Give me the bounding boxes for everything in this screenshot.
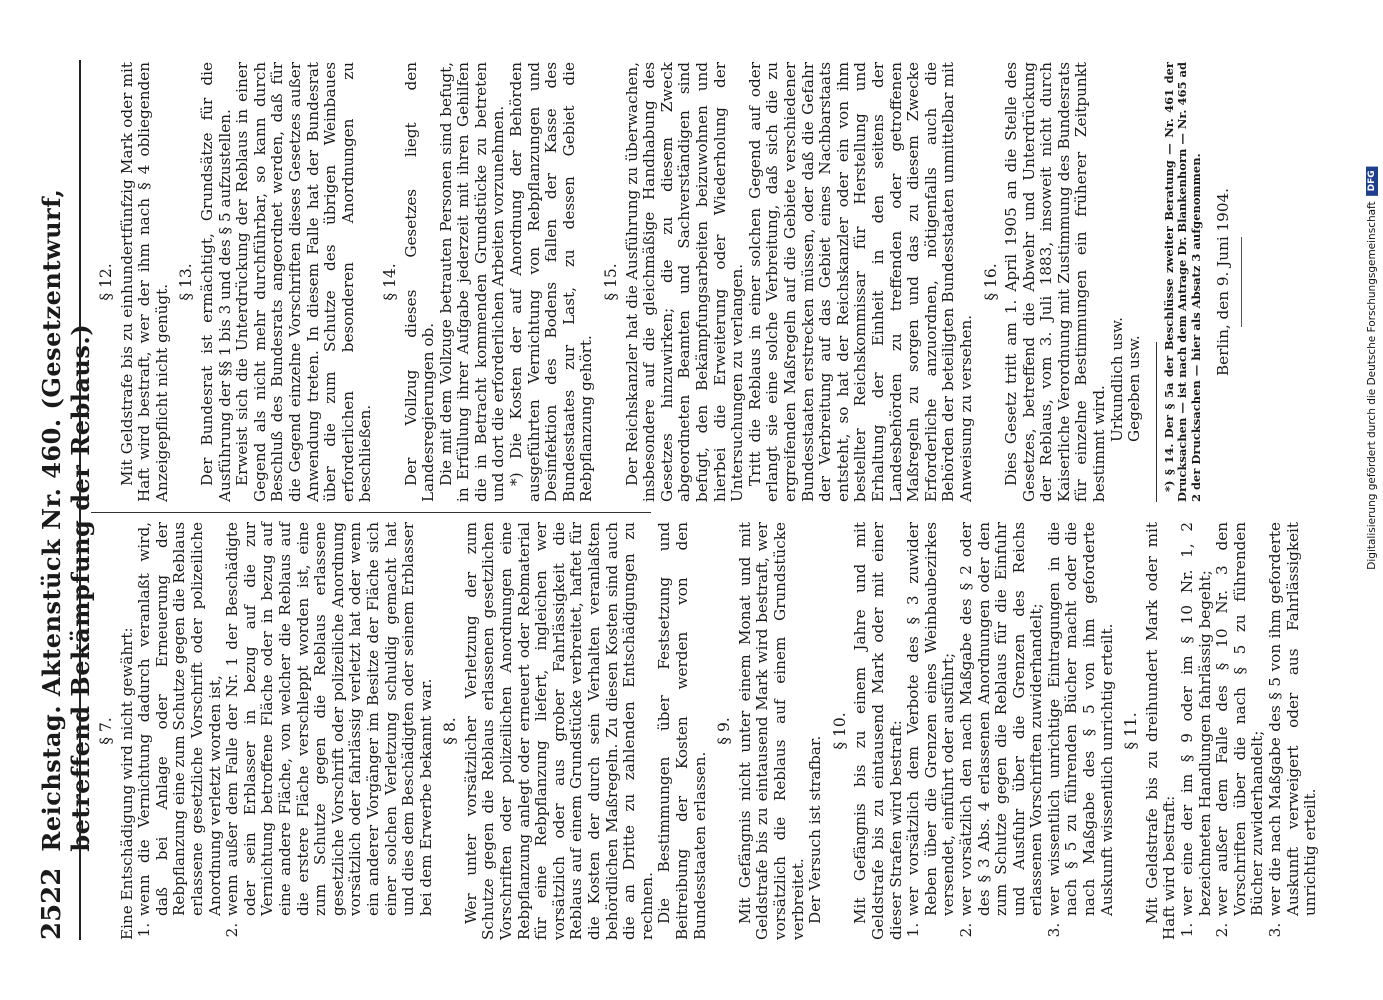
paragraph: Der Reichskanzler hat die Ausführung zu überwachen, insbesondere auf die gleichmäßige Handhabung des Gesetzes hinzuwirken; die zu diesem Zweck abgeordneten Beamten und Sachverständigen sind befugt, den Bekämpfungsarbeiten beizuwohnen und hierbei die Erweiterung oder Wiederholung der Untersuchungen zu verlangen. <box>622 62 747 502</box>
closing-line: Gegeben usw. <box>1125 335 1144 442</box>
right-column <box>91 62 1351 502</box>
section-heading: § 8. <box>441 717 460 745</box>
paragraph: Wer unter vorsätzlicher Verletzung der zum Schutze gegen die Reblaus erlassenen gesetzlichen Vorschriften oder polizeilichen Anordnungen eine Rebpflanzung anlegt oder erneuert oder Rebmaterial für eine Rebpflanzung liefert, ingleichen wer vorsätzlich oder aus grober Fahrlässigkeit die Reblaus auf einem Grundstücke verbreitet, haftet für die Kosten der durch sein Verhalten veranlaßten behördlichen Maßregeln. Zu diesen Kosten sind auch die an Dritte zu zahlenden Entschädigungen zu rechnen. <box>461 522 656 940</box>
paragraph: Mit Gefängnis nicht unter einem Monat und mit Geldstrafe bis zu eintausend Mark wird bestraft, wer vorsätzlich die Reblaus auf einem Grundstücke verbreitet. <box>735 522 807 940</box>
paragraph: *) Die Kosten der auf Anordnung der Behörden ausgeführten Vernichtung von Rebpflanzungen und Desinfektion des Bodens fallen der Kasse des Bundesstaates zur Last, zu dessen Gebiet die Rebpflanzung gehört. <box>507 62 596 502</box>
section-heading: § 12. <box>97 263 115 301</box>
footnote: *) § 14. Der § 5a der Beschlüsse zweiter Beratung — Nr. 461 der Drucksachen — ist nach dem Antrage Dr. Blankenhorn — Nr. 465 ad 2 der Drucksachen — hier als Absatz 3 aufgenommen. <box>1161 62 1203 502</box>
paragraph: Der Versuch ist strafbar. <box>806 735 825 924</box>
section-heading: § 10. <box>830 712 849 750</box>
section-heading: § 15. <box>602 263 621 301</box>
list-item: 2. wer vorsätzlich den nach Maßgabe des § 2 oder des § 3 Abs. 4 erlassenen Anordnungen oder den zum Schutze gegen die Reblaus für die Einfuhr und Ausfuhr über die Grenzen des Reichs erlassenen Vorschriften zuwiderhandelt; <box>958 522 1046 918</box>
page-number: 2522 <box>37 867 67 940</box>
closing-line: Urkundlich usw. <box>1107 317 1126 442</box>
paragraph: Mit Geldstrafe bis zu einhundertfünfzig Mark oder mit Haft wird bestraft, wer der ihm nach § 4 obliegenden Anzeigepflicht nicht genügt. <box>117 62 171 502</box>
section-heading: § 13. <box>177 263 196 301</box>
list-item: 1. wenn die Vernichtung dadurch veranlaßt wird, daß bei Anlage oder Erneuerung der Rebpflanzung eine zum Schutze gegen die Reblaus erlassene gesetzliche Vorschrift oder polizeiliche Anordnung verletzt worden ist, <box>136 522 224 918</box>
list-item: 2. wenn außer dem Falle der Nr. 1 der Beschädigte oder sein Erblasser in bezug auf die zur Vernichtung betroffene Fläche oder in bezug auf eine andere Fläche, von welcher die Reblaus auf die erstere Fläche verschleppt worden ist, eine zum Schutze gegen die Reblaus erlassene gesetzliche Vorschrift oder polizeiliche Anordnung vorsätzlich oder fahrlässig verletzt hat oder wenn ein anderer Vorgänger im Besitze der Fläche sich einer solchen Verletzung schuldig gemacht hat und dies dem Beschädigten oder seinem Erblasser bei dem Erwerbe bekannt war. <box>224 522 435 918</box>
paragraph: Die mit dem Vollzuge betrauten Personen sind befugt, in Erfüllung ihrer Aufgabe jederzeit mit ihren Gehilfen die in Betracht kommenden Grundstücke zu betreten und dort die erforderlichen Arbeiten vorzunehmen. <box>436 62 508 502</box>
section-list <box>905 522 1116 940</box>
running-title: Reichstag. Aktenstück Nr. 460. (Gesetzentwurf, betreffend Bekämpfung der Reblaus.) <box>37 188 95 852</box>
signoff-rule <box>1241 237 1242 327</box>
credit-text: Digitalisierung gefördert durch die Deutsche Forschungsgemeinschaft <box>1366 201 1378 570</box>
section-heading: § 16. <box>981 263 1000 301</box>
column-divider <box>91 512 651 513</box>
section-heading: § 14. <box>380 263 399 301</box>
digitization-credit <box>1364 8 1380 728</box>
section-heading: § 9. <box>715 717 734 745</box>
section-intro: Mit Gefängnis bis zu einem Jahre und mit Geldstrafe bis zu eintausend Mark oder mit einer dieser Strafen wird bestraft: <box>851 522 905 940</box>
header-rule <box>79 60 81 940</box>
dfg-logo: DFG <box>1366 166 1378 195</box>
page-header <box>37 60 95 940</box>
footnote-rule <box>1156 342 1157 502</box>
list-item: 1. wer eine der im § 9 oder im § 10 Nr. 1, 2 bezeichneten Handlungen fahrlässig begeht; <box>1179 522 1214 918</box>
paragraph: Dies Gesetz tritt am 1. April 1905 an die Stelle des Gesetzes, betreffend die Abwehr und Unterdrückung der Reblaus, vom 3. Juli 1883, insoweit nicht durch Kaiserliche Verordnung mit Zustimmung des Bundesrats für einzelne Bestimmungen ein früherer Zeitpunkt bestimmt wird. <box>1002 62 1109 502</box>
section-list <box>136 522 435 940</box>
paragraph: Die Bestimmungen über Festsetzung und Beitreibung der Kosten werden von den Bundesstaaten erlassen. <box>655 522 709 940</box>
section-list <box>1179 522 1320 940</box>
paragraph: Der Vollzug dieses Gesetzes liegt den Landesregierungen ob. <box>401 62 438 502</box>
left-column <box>91 522 1351 940</box>
list-item: 1. wer vorsätzlich dem Verbote des § 3 zuwider Reben über die Grenzen eines Weinbaubezirkes versendet, einführt oder ausführt; <box>905 522 958 918</box>
place-date: Berlin, den 9. Juni 1904. <box>1214 188 1233 377</box>
list-item: 2. wer außer dem Falle des § 10 Nr. 3 den Vorschriften über die nach § 5 zu führenden Bücher zuwiderhandelt; <box>1214 522 1267 918</box>
document-page <box>21 30 1361 970</box>
section-heading: § 11. <box>1122 712 1141 750</box>
section-intro: Eine Entschädigung wird nicht gewährt: <box>117 627 136 940</box>
list-item: 3. wer wissentlich unrichtige Eintragungen in die nach § 5 zu führenden Bücher macht oder die nach Maßgabe des § 5 von ihm geforderte Auskunft wissentlich unrichtig erteilt. <box>1046 522 1116 918</box>
paragraph: Erweist sich die Unterdrückung der Reblaus in einer Gegend als nicht mehr durchführbar, so kann durch Beschluß des Bundesrats angeordnet werden, daß für die Gegend einzelne Vorschriften dieses Gesetzes außer Anwendung treten. In diesem Falle hat der Bundesrat über die zum Schutze des übrigen Weinbaues erforderlichen besonderen Anordnungen zu beschließen. <box>233 62 375 502</box>
list-item: 3. wer die nach Maßgabe des § 5 von ihm geforderte Auskunft verweigert oder aus Fahrlässigkeit unrichtig erteilt. <box>1267 522 1320 918</box>
paragraph: Der Bundesrat ist ermächtigt, Grundsätze für die Ausführung der §§ 1 bis 3 und des § 5 aufzustellen. <box>197 62 234 502</box>
paragraph: Tritt die Reblaus in einer solchen Gegend auf oder erlangt sie eine solche Verbreitung, daß sich die zu ergreifenden Maßregeln auf die Gebiete verschiedener Bundesstaaten erstrecken müssen, oder daß die Gefahr der Verbreitung auf das Gebiet eines Nachbarstaats entsteht, so hat der Reichskanzler oder ein von ihm bestellter Reichskommissar für Herstellung und Erhaltung der Einheit in den seitens der Landesbehörden zu treffenden oder getroffenen Maßregeln zu sorgen und das zu diesem Zwecke Erforderliche anzuordnen, nötigenfalls auch die Behörden der beteiligten Bundesstaaten unmittelbar mit Anweisung zu versehen. <box>745 62 975 502</box>
section-intro: Mit Geldstrafe bis zu dreihundert Mark oder mit Haft wird bestraft: <box>1142 522 1179 940</box>
section-heading: § 7. <box>97 717 115 745</box>
